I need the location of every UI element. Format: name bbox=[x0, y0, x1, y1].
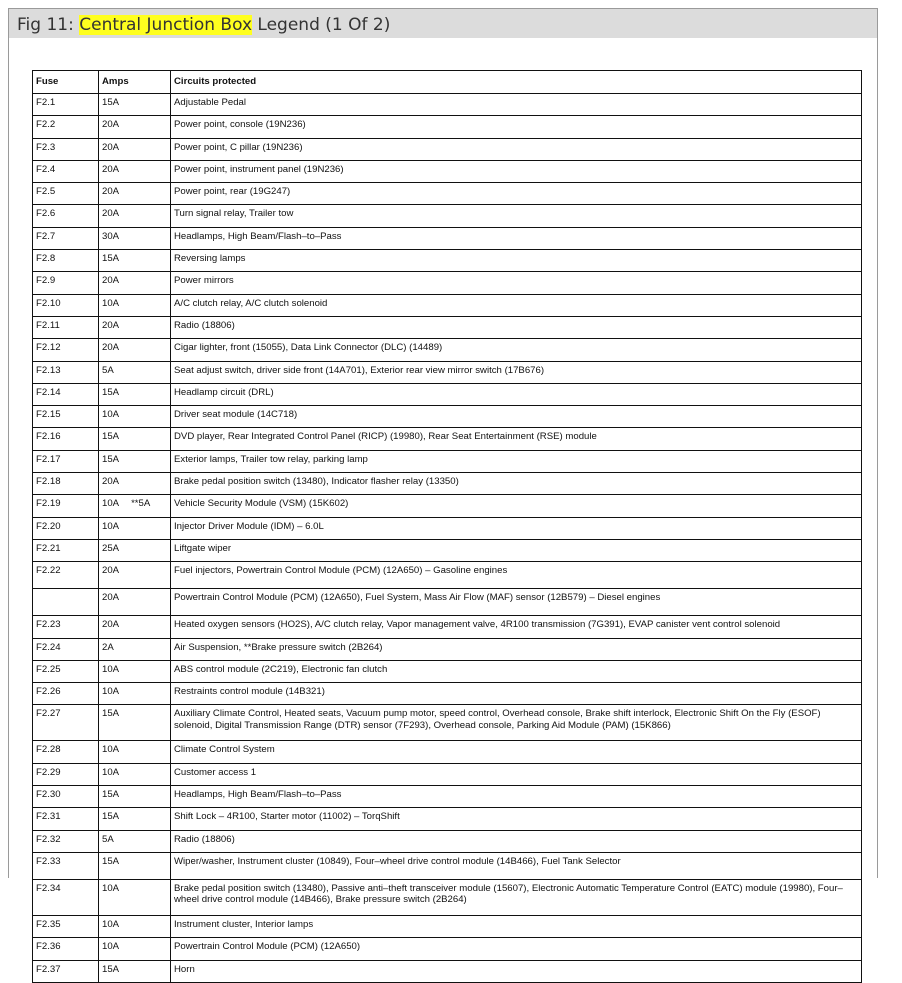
fuse-cell: F2.28 bbox=[33, 741, 99, 763]
circuit-cell: Driver seat module (14C718) bbox=[171, 406, 862, 428]
table-header-row bbox=[33, 71, 862, 94]
fuse-cell: F2.1 bbox=[33, 94, 99, 116]
circuit-cell: Power point, C pillar (19N236) bbox=[171, 138, 862, 160]
amps-value: 15A bbox=[102, 708, 120, 720]
amps-cell bbox=[99, 227, 171, 249]
table-row bbox=[33, 361, 862, 383]
amps-cell bbox=[99, 938, 171, 960]
fuse-cell: F2.27 bbox=[33, 705, 99, 741]
title-highlight: Central Junction Box bbox=[79, 15, 253, 35]
table-row bbox=[33, 830, 862, 852]
amps-cell bbox=[99, 562, 171, 589]
table-row bbox=[33, 406, 862, 428]
table-row bbox=[33, 94, 862, 116]
amps-value: 15A bbox=[102, 855, 120, 867]
amps-cell bbox=[99, 428, 171, 450]
circuit-cell: Auxiliary Climate Control, Heated seats, Vacuum pump motor, speed control, Overhead console, Brake shift interlock, Electronic Shift On the Fly (ESOF) solenoid, Digital Transmission Range (DTR) sensor (7F293), Overhead console, Parking Aid Module (PAM) (15K866) bbox=[171, 705, 862, 741]
table-row bbox=[33, 763, 862, 785]
amps-value: 20A bbox=[102, 186, 120, 198]
amps-cell bbox=[99, 741, 171, 763]
amps-value: 20A bbox=[102, 275, 120, 287]
amps-cell bbox=[99, 539, 171, 561]
fuse-cell: F2.31 bbox=[33, 808, 99, 830]
circuit-cell: Horn bbox=[171, 960, 862, 982]
circuit-cell: Radio (18806) bbox=[171, 316, 862, 338]
circuit-cell: Seat adjust switch, driver side front (14A701), Exterior rear view mirror switch (17B676) bbox=[171, 361, 862, 383]
amps-value: 10A bbox=[102, 498, 120, 510]
circuit-cell: Climate Control System bbox=[171, 741, 862, 763]
amps-value: 5A bbox=[102, 364, 114, 376]
fuse-cell: F2.24 bbox=[33, 638, 99, 660]
amps-cell bbox=[99, 138, 171, 160]
circuit-cell: Headlamps, High Beam/Flash–to–Pass bbox=[171, 227, 862, 249]
table-row bbox=[33, 562, 862, 589]
table-row bbox=[33, 705, 862, 741]
amps-value: 15A bbox=[102, 97, 120, 108]
fuse-cell: F2.7 bbox=[33, 227, 99, 249]
fuse-cell bbox=[33, 589, 99, 616]
amps-cell bbox=[99, 660, 171, 682]
amps-cell bbox=[99, 205, 171, 227]
fuse-cell: F2.2 bbox=[33, 116, 99, 138]
fuse-cell: F2.20 bbox=[33, 517, 99, 539]
fuse-cell: F2.5 bbox=[33, 183, 99, 205]
amps-cell bbox=[99, 763, 171, 785]
amps-cell bbox=[99, 316, 171, 338]
fuse-cell: F2.3 bbox=[33, 138, 99, 160]
amps-value: 10A bbox=[102, 882, 120, 894]
circuit-cell: A/C clutch relay, A/C clutch solenoid bbox=[171, 294, 862, 316]
circuit-cell: Power point, rear (19G247) bbox=[171, 183, 862, 205]
amps-cell bbox=[99, 383, 171, 405]
amps-value: 10A bbox=[102, 520, 120, 532]
table-row bbox=[33, 660, 862, 682]
circuit-cell: Vehicle Security Module (VSM) (15K602) bbox=[171, 495, 862, 517]
amps-cell bbox=[99, 450, 171, 472]
table-row bbox=[33, 294, 862, 316]
fuse-cell: F2.10 bbox=[33, 294, 99, 316]
table-row bbox=[33, 205, 862, 227]
circuit-cell: DVD player, Rear Integrated Control Panel (RICP) (19980), Rear Seat Entertainment (RSE) module bbox=[171, 428, 862, 450]
amps-cell bbox=[99, 879, 171, 915]
table-row bbox=[33, 450, 862, 472]
amps-cell bbox=[99, 616, 171, 638]
header-circuits: Circuits protected bbox=[171, 71, 862, 94]
amps-cell bbox=[99, 116, 171, 138]
amps-value: 20A bbox=[102, 208, 120, 220]
table-row bbox=[33, 741, 862, 763]
amps-value: 2A bbox=[102, 641, 114, 653]
fuse-cell: F2.19 bbox=[33, 495, 99, 517]
fuse-cell: F2.35 bbox=[33, 915, 99, 937]
amps-cell bbox=[99, 94, 171, 116]
amps-cell bbox=[99, 294, 171, 316]
fuse-cell: F2.9 bbox=[33, 272, 99, 294]
table-row bbox=[33, 138, 862, 160]
table-row bbox=[33, 183, 862, 205]
amps-value: 15A bbox=[102, 789, 120, 801]
table-row bbox=[33, 495, 862, 517]
table-row bbox=[33, 428, 862, 450]
amps-cell bbox=[99, 808, 171, 830]
amps-cell bbox=[99, 272, 171, 294]
amps-value: 10A bbox=[102, 744, 120, 756]
circuit-cell: Cigar lighter, front (15055), Data Link Connector (DLC) (14489) bbox=[171, 339, 862, 361]
amps-secondary-value: **5A bbox=[131, 498, 151, 510]
circuit-cell: Wiper/washer, Instrument cluster (10849), Four–wheel drive control module (14B466), Fuel Tank Selector bbox=[171, 852, 862, 879]
amps-value: 10A bbox=[102, 918, 120, 930]
amps-cell bbox=[99, 830, 171, 852]
amps-cell bbox=[99, 339, 171, 361]
fuse-cell: F2.25 bbox=[33, 660, 99, 682]
amps-cell bbox=[99, 517, 171, 539]
amps-value: 20A bbox=[102, 565, 120, 577]
amps-value: 15A bbox=[102, 453, 120, 465]
circuit-cell: Customer access 1 bbox=[171, 763, 862, 785]
amps-cell bbox=[99, 960, 171, 982]
circuit-cell: Headlamps, High Beam/Flash–to–Pass bbox=[171, 786, 862, 808]
amps-value: 15A bbox=[102, 963, 120, 975]
table-row bbox=[33, 316, 862, 338]
circuit-cell: Brake pedal position switch (13480), Passive anti–theft transceiver module (15607), Electronic Automatic Temperature Control (EATC) module (19980), Four–wheel drive control module (14B466), Brake pressure switch (2B264) bbox=[171, 879, 862, 915]
fuse-cell: F2.17 bbox=[33, 450, 99, 472]
table-row bbox=[33, 960, 862, 982]
fuse-cell: F2.12 bbox=[33, 339, 99, 361]
circuit-cell: Radio (18806) bbox=[171, 830, 862, 852]
figure-title bbox=[17, 15, 390, 35]
table-row bbox=[33, 383, 862, 405]
amps-value: 20A bbox=[102, 619, 120, 631]
circuit-cell: Instrument cluster, Interior lamps bbox=[171, 915, 862, 937]
header-fuse: Fuse bbox=[33, 71, 99, 94]
fuse-cell: F2.30 bbox=[33, 786, 99, 808]
title-prefix: Fig 11: bbox=[17, 15, 80, 35]
circuit-cell: Fuel injectors, Powertrain Control Module (PCM) (12A650) – Gasoline engines bbox=[171, 562, 862, 589]
fuse-cell: F2.29 bbox=[33, 763, 99, 785]
amps-cell bbox=[99, 683, 171, 705]
fuse-cell: F2.34 bbox=[33, 879, 99, 915]
amps-cell bbox=[99, 705, 171, 741]
amps-value: 20A bbox=[102, 163, 120, 175]
table-row bbox=[33, 683, 862, 705]
table-row bbox=[33, 938, 862, 960]
circuit-cell: Headlamp circuit (DRL) bbox=[171, 383, 862, 405]
circuit-cell: Power mirrors bbox=[171, 272, 862, 294]
amps-value: 20A bbox=[102, 592, 120, 604]
table-row bbox=[33, 473, 862, 495]
amps-value: 10A bbox=[102, 686, 120, 698]
circuit-cell: Injector Driver Module (IDM) – 6.0L bbox=[171, 517, 862, 539]
amps-value: 20A bbox=[102, 119, 120, 131]
circuit-cell: Turn signal relay, Trailer tow bbox=[171, 205, 862, 227]
fuse-cell: F2.37 bbox=[33, 960, 99, 982]
fuse-legend-table bbox=[32, 70, 862, 983]
table-row bbox=[33, 539, 862, 561]
table-row bbox=[33, 589, 862, 616]
table-row bbox=[33, 517, 862, 539]
fuse-cell: F2.33 bbox=[33, 852, 99, 879]
circuit-cell: Reversing lamps bbox=[171, 250, 862, 272]
circuit-cell: Air Suspension, **Brake pressure switch (2B264) bbox=[171, 638, 862, 660]
amps-value: 10A bbox=[102, 297, 120, 309]
circuit-cell: Heated oxygen sensors (HO2S), A/C clutch relay, Vapor management valve, 4R100 transmission (7G391), EVAP canister vent control solenoid bbox=[171, 616, 862, 638]
amps-value: 15A bbox=[102, 253, 120, 265]
amps-value: 20A bbox=[102, 342, 120, 354]
table-row bbox=[33, 227, 862, 249]
circuit-cell: ABS control module (2C219), Electronic fan clutch bbox=[171, 660, 862, 682]
table-row bbox=[33, 339, 862, 361]
table-row bbox=[33, 852, 862, 879]
amps-value: 15A bbox=[102, 386, 120, 398]
amps-value: 15A bbox=[102, 431, 120, 443]
circuit-cell: Liftgate wiper bbox=[171, 539, 862, 561]
amps-cell bbox=[99, 361, 171, 383]
fuse-legend-table-container bbox=[32, 70, 861, 975]
table-row bbox=[33, 808, 862, 830]
amps-value: 20A bbox=[102, 476, 120, 488]
amps-cell bbox=[99, 495, 171, 517]
fuse-cell: F2.11 bbox=[33, 316, 99, 338]
table-row bbox=[33, 250, 862, 272]
table-row bbox=[33, 915, 862, 937]
fuse-cell: F2.14 bbox=[33, 383, 99, 405]
amps-cell bbox=[99, 915, 171, 937]
circuit-cell: Exterior lamps, Trailer tow relay, parking lamp bbox=[171, 450, 862, 472]
fuse-cell: F2.4 bbox=[33, 160, 99, 182]
fuse-cell: F2.22 bbox=[33, 562, 99, 589]
amps-value: 10A bbox=[102, 663, 120, 675]
amps-cell bbox=[99, 473, 171, 495]
circuit-cell: Powertrain Control Module (PCM) (12A650), Fuel System, Mass Air Flow (MAF) sensor (12B579) – Diesel engines bbox=[171, 589, 862, 616]
amps-cell bbox=[99, 160, 171, 182]
circuit-cell: Brake pedal position switch (13480), Indicator flasher relay (13350) bbox=[171, 473, 862, 495]
fuse-cell: F2.13 bbox=[33, 361, 99, 383]
fuse-cell: F2.21 bbox=[33, 539, 99, 561]
amps-value: 20A bbox=[102, 141, 120, 153]
amps-cell bbox=[99, 589, 171, 616]
amps-cell bbox=[99, 786, 171, 808]
circuit-cell: Shift Lock – 4R100, Starter motor (11002) – TorqShift bbox=[171, 808, 862, 830]
amps-value: 5A bbox=[102, 833, 114, 845]
amps-value: 10A bbox=[102, 941, 120, 953]
circuit-cell: Power point, instrument panel (19N236) bbox=[171, 160, 862, 182]
table-row bbox=[33, 786, 862, 808]
amps-value: 10A bbox=[102, 766, 120, 778]
fuse-cell: F2.16 bbox=[33, 428, 99, 450]
table-row bbox=[33, 272, 862, 294]
amps-cell bbox=[99, 406, 171, 428]
fuse-cell: F2.18 bbox=[33, 473, 99, 495]
amps-cell bbox=[99, 638, 171, 660]
table-row bbox=[33, 116, 862, 138]
fuse-cell: F2.36 bbox=[33, 938, 99, 960]
circuit-cell: Power point, console (19N236) bbox=[171, 116, 862, 138]
circuit-cell: Adjustable Pedal bbox=[171, 94, 862, 116]
amps-value: 25A bbox=[102, 542, 120, 554]
fuse-cell: F2.23 bbox=[33, 616, 99, 638]
table-body bbox=[33, 94, 862, 983]
fuse-cell: F2.26 bbox=[33, 683, 99, 705]
amps-cell bbox=[99, 250, 171, 272]
amps-value: 15A bbox=[102, 811, 120, 823]
fuse-cell: F2.15 bbox=[33, 406, 99, 428]
table-row bbox=[33, 160, 862, 182]
fuse-cell: F2.6 bbox=[33, 205, 99, 227]
header-amps: Amps bbox=[99, 71, 171, 94]
amps-value: 10A bbox=[102, 409, 120, 421]
amps-value: 20A bbox=[102, 319, 120, 331]
amps-cell bbox=[99, 852, 171, 879]
fuse-cell: F2.32 bbox=[33, 830, 99, 852]
circuit-cell: Powertrain Control Module (PCM) (12A650) bbox=[171, 938, 862, 960]
fuse-cell: F2.8 bbox=[33, 250, 99, 272]
circuit-cell: Restraints control module (14B321) bbox=[171, 683, 862, 705]
amps-cell bbox=[99, 183, 171, 205]
amps-value: 30A bbox=[102, 230, 120, 242]
table-row bbox=[33, 879, 862, 915]
table-row bbox=[33, 638, 862, 660]
title-suffix: Legend (1 Of 2) bbox=[252, 15, 391, 35]
table-row bbox=[33, 616, 862, 638]
